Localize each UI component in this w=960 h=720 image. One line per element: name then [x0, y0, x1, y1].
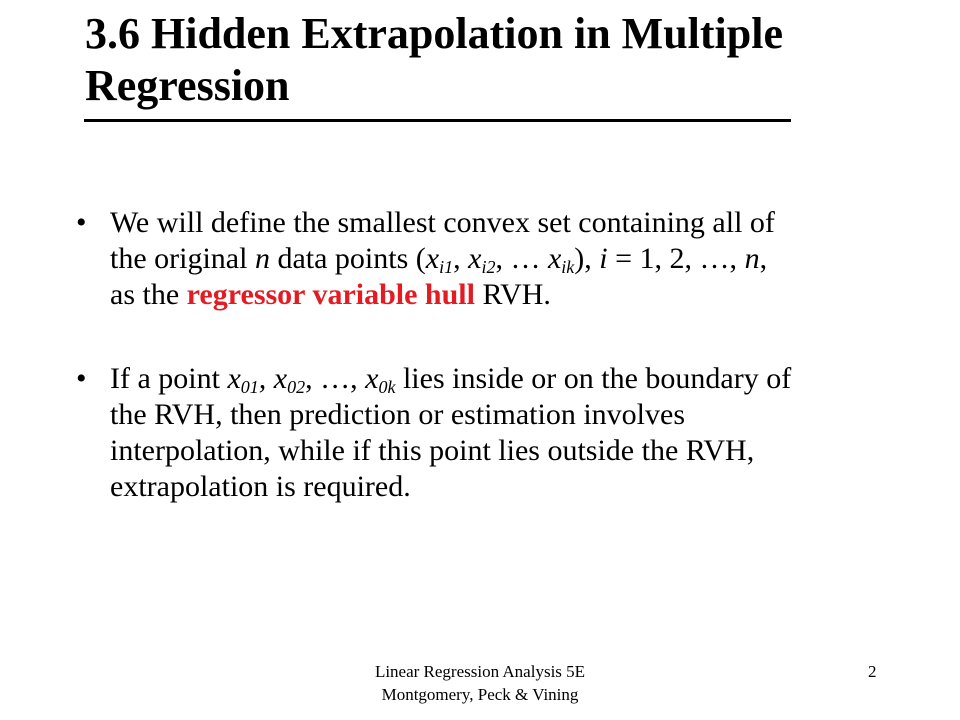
math-subscript: 0k: [378, 377, 396, 397]
bullet-text: [110, 361, 855, 505]
text-run: the original: [110, 242, 255, 275]
slide-title: 3.6 Hidden Extrapolation in Multiple Regression: [85, 9, 783, 110]
math-term: [426, 242, 453, 275]
math-subscript: i2: [481, 257, 496, 277]
title-underline: [84, 119, 791, 122]
bullet-line: [110, 205, 855, 241]
bullet-text: [110, 205, 855, 313]
bullet-marker: •: [76, 206, 87, 239]
math-variable: n: [744, 242, 760, 275]
text-run: ,: [453, 242, 469, 275]
text-run: extrapolation is required.: [110, 470, 411, 503]
math-subscript: i1: [439, 257, 454, 277]
math-subscript: 02: [287, 377, 306, 397]
math-term: [548, 242, 574, 275]
math-variable: x: [273, 362, 288, 395]
math-variable: x: [425, 242, 440, 275]
text-run: RVH.: [474, 278, 551, 311]
text-run: interpolation, while if this point lies outside the RVH,: [110, 434, 755, 467]
math-variable: x: [468, 242, 482, 275]
text-run: as the: [110, 278, 187, 311]
footer-book-title: Linear Regression Analysis 5E: [374, 662, 586, 681]
math-term: [227, 362, 305, 395]
slide-footer: [290, 660, 670, 706]
bullet-line: [110, 361, 855, 397]
text-run: ,: [258, 362, 274, 395]
bullet-line: [110, 397, 855, 433]
bullet-line: [110, 469, 855, 505]
text-run: ),: [574, 242, 600, 275]
math-variable: x: [547, 242, 562, 275]
text-run: the RVH, then prediction or estimation involves: [110, 398, 685, 431]
math-subscript: ik: [561, 257, 575, 277]
math-subscript: 01: [240, 377, 259, 397]
bullet-line: [110, 433, 855, 469]
math-variable: x: [365, 362, 379, 395]
highlighted-term: regressor variable hull: [186, 278, 475, 311]
bullet-line: [110, 277, 855, 313]
page-number: 2: [868, 662, 877, 681]
math-variable: n: [254, 242, 270, 275]
text-run: data points (: [269, 242, 426, 275]
math-term: [365, 362, 395, 395]
text-run: lies inside or on the boundary of: [395, 362, 792, 395]
text-run: We will define the smallest convex set containing all of: [110, 206, 775, 239]
bullet-line: [110, 241, 855, 277]
footer-authors: Montgomery, Peck & Vining: [381, 685, 579, 704]
math-term: [468, 242, 495, 275]
text-run: , …: [495, 242, 548, 275]
bullet-marker: •: [76, 362, 87, 395]
text-run: = 1, 2, …,: [607, 242, 745, 275]
text-run: If a point: [110, 362, 228, 395]
math-variable: x: [227, 362, 241, 395]
text-run: ,: [759, 242, 768, 275]
math-variable: i: [599, 242, 608, 275]
text-run: , …,: [305, 362, 366, 395]
